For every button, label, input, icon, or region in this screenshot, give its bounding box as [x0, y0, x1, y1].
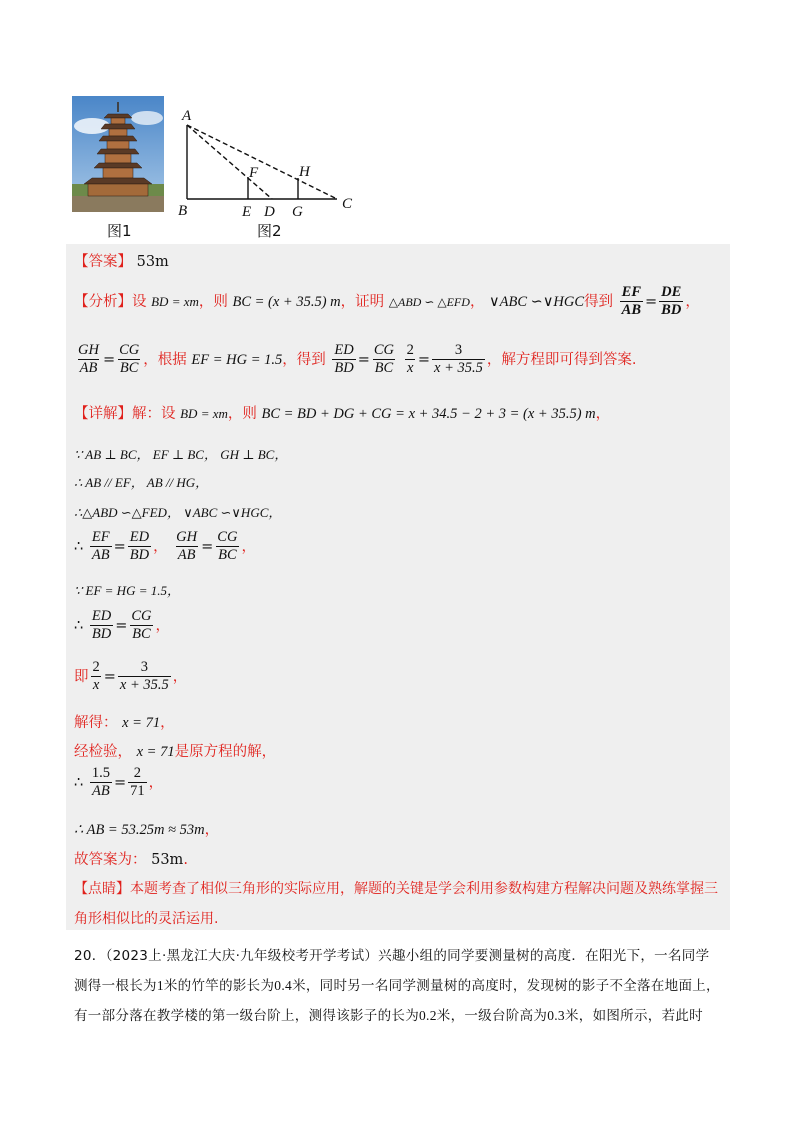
- equals-sign: =: [357, 351, 370, 368]
- question20-line-1: 20．（2023上·黑龙江大庆·九年级校考开学考试）兴趣小组的同学要测量树的高度．在阳光下，一名同学: [74, 948, 710, 964]
- comma: ，: [155, 617, 170, 634]
- comma: ，: [153, 538, 168, 555]
- detail-text: 故答案为：: [74, 852, 147, 868]
- pagoda-photo: [72, 96, 164, 212]
- answer-tag: 【答案】: [74, 254, 132, 270]
- fraction: $\frac{2}{x}$: [92, 659, 100, 693]
- fraction: $\frac{CG}{BC}$: [217, 529, 238, 563]
- comment-tag: 【点睛】: [74, 881, 130, 897]
- answer-line: [74, 250, 169, 271]
- question20-line-2: [74, 974, 720, 994]
- question-text: 米，同时另一名同学测量树的高度时，发现树的影子不全落在地面上，: [292, 978, 720, 994]
- detail-text: ，: [595, 406, 611, 422]
- question-text: 有一部分落在教学楼的第一级台阶上，测得该影子的长为: [74, 1008, 419, 1024]
- detail-line-2: ∵ AB ⊥ BC， EF ⊥ BC， GH ⊥ BC，: [74, 447, 288, 462]
- question20-line-3: [74, 1004, 703, 1024]
- question-number: 0.3: [547, 1008, 565, 1023]
- point-label-g: G: [292, 204, 303, 220]
- analysis-text: 设: [132, 293, 147, 310]
- equals-sign: =: [103, 668, 116, 685]
- fraction: $\frac{2}{x}$: [406, 342, 414, 376]
- equals-sign: =: [102, 351, 116, 368]
- point-label-d: D: [264, 204, 275, 220]
- detail-line-1: [74, 402, 610, 423]
- pagoda-illustration: [72, 96, 164, 212]
- point-label-f: F: [249, 165, 259, 181]
- fraction: $\frac{ED}{BD}$: [129, 529, 150, 563]
- segment-ad: [187, 125, 272, 199]
- equals-sign: =: [417, 351, 431, 368]
- fraction: $\frac{GH}{AB}$: [78, 342, 99, 376]
- detail-line-7: [74, 609, 170, 643]
- detail-text: ，则: [227, 406, 257, 422]
- detail-line-11: [74, 766, 163, 800]
- comment-text: 本题考查了相似三角形的实际应用，解题的关键是学会利用参数构建方程解决问题及熟练掌握三: [130, 881, 718, 897]
- fraction: $\frac{2}{71}$: [130, 765, 145, 799]
- detail-text: 解：设: [132, 406, 176, 422]
- detail-math: ∴ AB = 53.25m ≈ 53m: [74, 822, 205, 838]
- detail-text: 解得：: [74, 715, 118, 731]
- analysis-math: BC = (x + 35.5) m: [232, 293, 341, 310]
- comment-line-1: [74, 878, 718, 898]
- fraction: $\frac{ED}{BD}$: [334, 342, 354, 376]
- analysis-text: ，解方程即可得到答案.: [486, 351, 637, 368]
- point-label-h: H: [299, 164, 310, 180]
- analysis-text: ，: [685, 293, 700, 310]
- question-text: 米，一级台阶高为: [436, 1008, 548, 1024]
- figure2-caption: 图2: [257, 222, 282, 240]
- detail-math: BD = xm: [180, 406, 228, 421]
- equals-sign: =: [201, 538, 214, 555]
- equals-sign: =: [645, 293, 658, 310]
- detail-text: 经检验，: [74, 744, 132, 760]
- fraction: $\frac{EF}{AB}$: [91, 529, 110, 563]
- therefore-symbol: ∴: [74, 538, 84, 555]
- answer-value: 53m: [136, 254, 169, 270]
- detail-math: 53m: [151, 852, 184, 868]
- fraction: $\frac{CG}{BC}$: [373, 342, 394, 376]
- fraction: $\frac{GH}{AB}$: [176, 529, 198, 563]
- equals-sign: =: [113, 774, 127, 791]
- fraction: $\frac{3}{x + 35.5}$: [434, 342, 483, 376]
- analysis-text: ，: [469, 293, 485, 310]
- comment-line-2: 角形相似比的灵活运用.: [74, 911, 219, 927]
- analysis-text: ，则: [198, 293, 228, 310]
- figure1-caption: 图1: [107, 222, 132, 240]
- detail-math: BC = BD + DG + CG = x + 34.5 − 2 + 3 = (x + 35.5) m: [261, 406, 596, 422]
- fraction: $\frac{DE}{BD}$: [661, 284, 682, 318]
- detail-line-8: [74, 660, 187, 694]
- detail-line-5: [74, 530, 256, 564]
- equals-sign: =: [113, 538, 126, 555]
- fraction: $\frac{1.5}{AB}$: [91, 765, 110, 799]
- comma: ，: [241, 538, 256, 555]
- segment-ac: [187, 125, 337, 199]
- detail-line-9: [74, 711, 175, 732]
- fraction: $\frac{3}{x + 35.5}$: [119, 659, 169, 693]
- geometry-diagram: [172, 104, 372, 220]
- comma: ，: [172, 668, 188, 685]
- comma: ，: [204, 822, 220, 838]
- period: .: [183, 852, 188, 868]
- detail-line-10: [74, 740, 276, 761]
- analysis-math: △ABD ∽ △EFD: [388, 294, 470, 309]
- analysis-math: ∨ABC ∽∨HGC: [489, 293, 585, 310]
- question-text: 测得一根长为: [74, 978, 157, 994]
- question-number: 0.4: [274, 978, 293, 993]
- analysis-math: BD = xm: [151, 293, 199, 309]
- analysis-text: ，得到: [282, 351, 326, 368]
- detail-text: 是原方程的解，: [174, 744, 277, 760]
- analysis-line-1: [74, 285, 700, 319]
- question-number: 1: [156, 978, 164, 993]
- comma: ，: [148, 774, 164, 791]
- comma: ，: [160, 715, 175, 731]
- point-label-e: E: [242, 204, 252, 220]
- analysis-math: EF = HG = 1.5: [191, 351, 283, 368]
- analysis-line-2: [74, 343, 636, 377]
- detail-text: 即: [74, 668, 89, 685]
- analysis-text: ，根据: [143, 351, 187, 368]
- detail-line-6: ∵ EF = HG = 1.5，: [74, 583, 180, 598]
- therefore-symbol: ∴: [74, 774, 84, 791]
- similar-triangles-figure: [172, 104, 372, 220]
- detail-math: x = 71: [136, 744, 175, 760]
- point-label-b: B: [178, 203, 188, 219]
- question-number: 0.2: [419, 1008, 437, 1023]
- fraction: $\frac{CG}{BC}$: [119, 342, 140, 376]
- equals-sign: =: [115, 617, 128, 634]
- analysis-text: 得到: [584, 293, 614, 310]
- fraction: $\frac{EF}{AB}$: [621, 284, 642, 318]
- point-label-c: C: [342, 196, 353, 212]
- detail-line-13: [74, 848, 188, 869]
- question-text: 米，如图所示，若此时: [564, 1008, 703, 1024]
- fraction: $\frac{ED}{BD}$: [91, 608, 112, 642]
- detail-math: x = 71: [122, 715, 161, 731]
- detail-line-3: ∴ AB // EF， AB // HG，: [74, 475, 209, 490]
- fraction: $\frac{CG}{BC}$: [131, 608, 152, 642]
- point-label-a: A: [182, 108, 192, 124]
- therefore-symbol: ∴: [74, 617, 84, 634]
- analysis-tag: 【分析】: [74, 293, 132, 310]
- detail-tag: 【详解】: [74, 406, 132, 422]
- question-text: 米的竹竿的影长为: [163, 978, 275, 994]
- analysis-text: ，证明: [340, 293, 385, 310]
- detail-line-12: [74, 818, 219, 839]
- detail-line-4: ∴△ABD ∽△FED， ∨ABC ∽∨HGC，: [74, 505, 282, 520]
